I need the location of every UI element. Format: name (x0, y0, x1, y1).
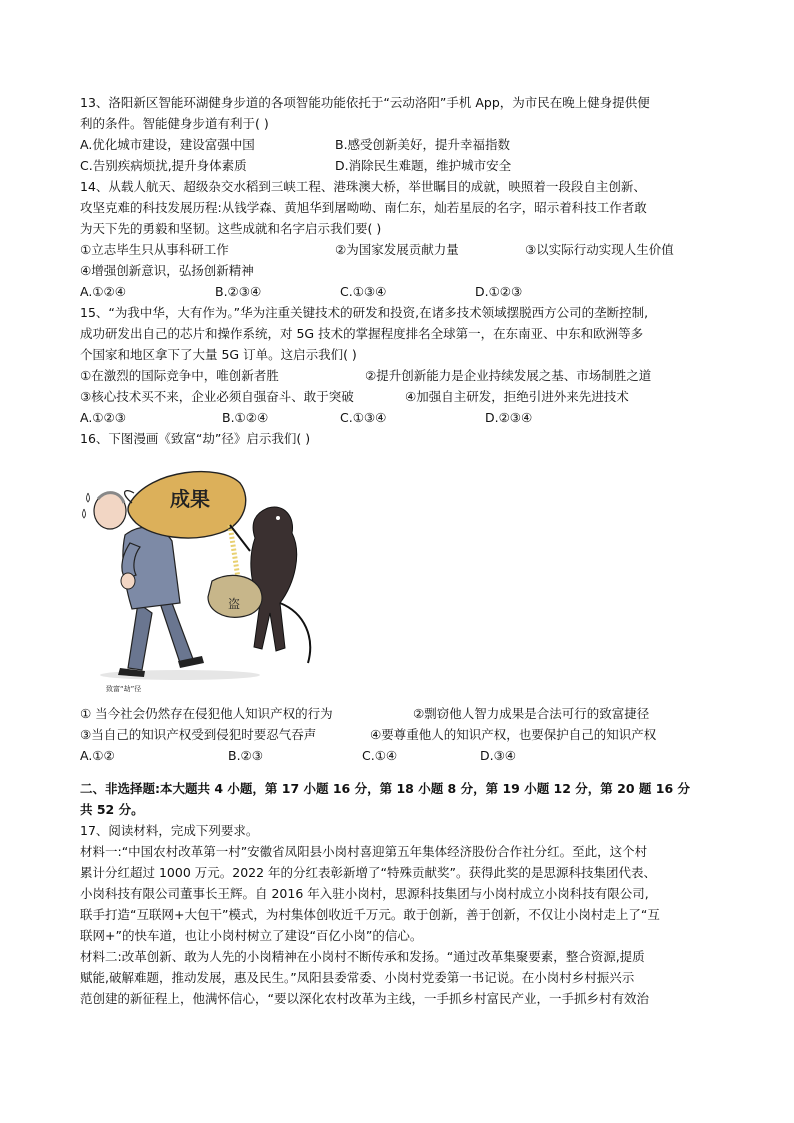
q16-option-a: A.①② (80, 748, 115, 763)
question-15 (80, 302, 720, 428)
q17-material1-line4: 联手打造“互联网+大包干”模式，为村集体创收近千万元。敢于创新，善于创新，不仅让小岗村走上了“互 (80, 907, 660, 922)
small-bag-label: 盗 (228, 597, 241, 611)
q15-option-c: C.①③④ (340, 410, 387, 425)
q17-material1-line3: 小岗科技有限公司董事长王辉。自 2016 年入驻小岗村，思源科技集团与小岗村成立小岗科技有限公司, (80, 886, 649, 901)
exam-page (80, 92, 720, 1009)
q17-material2-line3: 范创建的新征程上，他满怀信心，“要以深化农村改革为主线，一手抓乡村富民产业，一手抓乡村有效治 (80, 991, 649, 1006)
question-17 (80, 820, 720, 1009)
q14-stem-line2: 攻坚克难的科技发展历程:从钱学森、黄旭华到屠呦呦、南仁东，灿若星辰的名字，昭示着科技工作者敢 (80, 200, 647, 215)
q13-option-b: B.感受创新美好，提升幸福指数 (335, 137, 511, 152)
q14-stem-line3: 为天下先的勇毅和坚韧。这些成就和名字启示我们要( ) (80, 221, 382, 236)
q16-item-1: ① 当今社会仍然存在侵犯他人知识产权的行为 (80, 706, 333, 721)
q15-option-a: A.①②③ (80, 410, 126, 425)
q14-stem-line1: 14、从载人航天、超级杂交水稻到三峡工程、港珠澳大桥，举世瞩目的成就，映照着一段段自主创新、 (80, 179, 646, 194)
q13-stem-line1: 13、洛阳新区智能环湖健身步道的各项智能功能依托于“云动洛阳”手机 App，为市民在晚上健身提供便 (80, 95, 650, 110)
q13-option-c: C.告别疾病烦扰,提升身体素质 (80, 158, 247, 173)
question-13 (80, 92, 720, 176)
q13-option-a: A.优化城市建设，建设富强中国 (80, 137, 255, 152)
q16-option-c: C.①④ (362, 748, 398, 763)
q16-item-2: ②剽窃他人智力成果是合法可行的致富捷径 (413, 706, 650, 721)
cartoon-image (80, 463, 380, 695)
q14-option-c: C.①③④ (340, 284, 387, 299)
bag-label: 成果 (170, 487, 210, 511)
q13-stem-line2: 利的条件。智能健身步道有利于( ) (80, 116, 269, 131)
section-2-line1: 二、非选择题:本大题共 4 小题，第 17 小题 16 分，第 18 小题 8 分，第 19 小题 12 分，第 20 题 16 分 (80, 781, 690, 796)
q15-item-2: ②提升创新能力是企业持续发展之基、市场制胜之道 (365, 368, 652, 383)
q16-item-3: ③当自己的知识产权受到侵犯时要忍气吞声 (80, 727, 317, 742)
q16-stem: 16、下图漫画《致富“劫”径》启示我们( ) (80, 431, 311, 446)
q17-material1-line5: 联网+”的快车道，也让小岗村树立了建设“百亿小岗”的信心。 (80, 928, 423, 943)
q15-item-1: ①在激烈的国际竞争中，唯创新者胜 (80, 368, 279, 383)
q16-option-b: B.②③ (228, 748, 263, 763)
q17-material1-line2: 累计分红超过 1000 万元。2022 年的分红表彰新增了“特殊贡献奖”。获得此奖的是思源科技集团代表、 (80, 865, 656, 880)
q15-stem-line3: 个国家和地区拿下了大量 5G 订单。这启示我们( ) (80, 347, 357, 362)
q14-option-a: A.①②④ (80, 284, 126, 299)
cartoon-caption: 致富“劫”径 (106, 685, 142, 693)
q14-item-4: ④增强创新意识，弘扬创新精神 (80, 263, 254, 278)
section-2-line2: 共 52 分。 (80, 802, 144, 817)
q14-option-d: D.①②③ (475, 284, 523, 299)
section-2-heading (80, 778, 720, 820)
q15-item-4: ④加强自主研发，拒绝引进外来先进技术 (405, 389, 629, 404)
q15-item-3: ③核心技术买不来，企业必须自强奋斗、敢于突破 (80, 389, 354, 404)
q17-material1-line1: 材料一:“中国农村改革第一村”安徽省凤阳县小岗村喜迎第五年集体经济股份合作社分红。至此，这个村 (80, 844, 648, 859)
q15-option-b: B.①②④ (222, 410, 269, 425)
question-14 (80, 176, 720, 302)
q17-material2-line2: 赋能,破解难题，推动发展，惠及民生。”凤阳县委常委、小岗村党委第一书记说。在小岗村乡村振兴示 (80, 970, 635, 985)
q14-option-b: B.②③④ (215, 284, 262, 299)
q16-item-4: ④要尊重他人的知识产权，也要保护自己的知识产权 (370, 727, 657, 742)
q14-item-1: ①立志毕生只从事科研工作 (80, 242, 229, 257)
q14-item-2: ②为国家发展贡献力量 (335, 242, 459, 257)
q15-option-d: D.②③④ (485, 410, 533, 425)
question-16 (80, 428, 720, 766)
q14-item-3: ③以实际行动实现人生价值 (525, 242, 674, 257)
q16-option-d: D.③④ (480, 748, 517, 763)
q17-stem: 17、阅读材料，完成下列要求。 (80, 823, 259, 838)
q17-material2-line1: 材料二:改革创新、敢为人先的小岗精神在小岗村不断传承和发扬。“通过改革集聚要素，整合资源,提质 (80, 949, 645, 964)
q15-stem-line1: 15、“为我中华，大有作为。”华为注重关键技术的研发和投资,在诸多技术领域摆脱西方公司的垄断控制, (80, 305, 649, 320)
q15-stem-line2: 成功研发出自己的芯片和操作系统，对 5G 技术的掌握程度排名全球第一，在东南亚、中东和欧洲等多 (80, 326, 644, 341)
q13-option-d: D.消除民生难题，维护城市安全 (335, 158, 512, 173)
